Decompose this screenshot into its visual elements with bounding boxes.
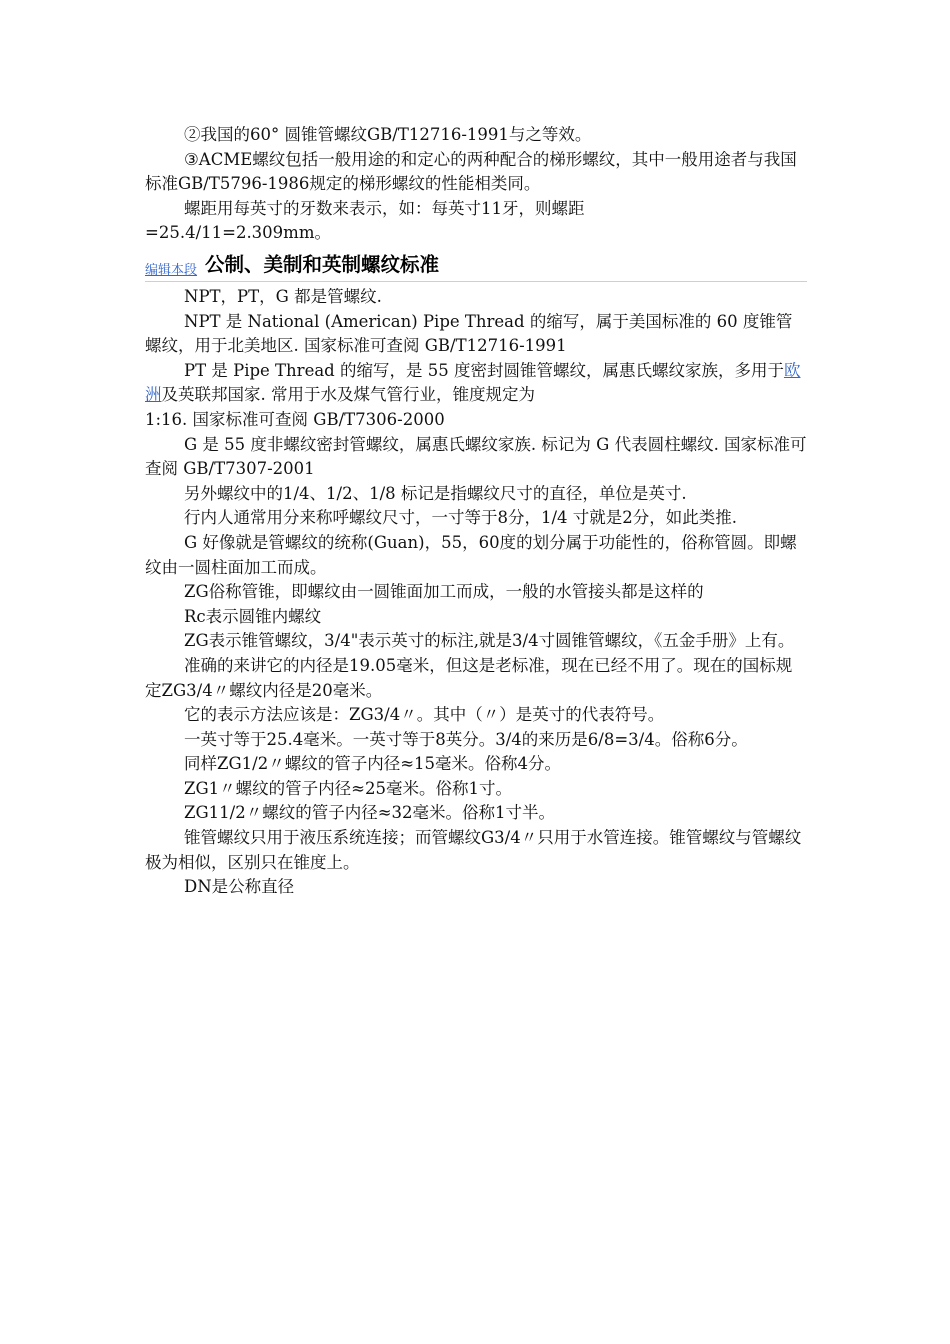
paragraph: 它的表示方法应该是：ZG3/4〃。其中（〃）是英寸的代表符号。 bbox=[184, 705, 665, 725]
paragraph: 1:16. 国家标准可查阅 GB/T7306-2000 bbox=[145, 409, 445, 429]
section-heading bbox=[145, 251, 807, 282]
paragraph: NPT 是 National (American) Pipe Thread 的缩写，属于美国标准的 60 度锥管螺纹，用于北美地区. 国家标准可查阅 GB/T12716-1991 bbox=[145, 311, 793, 356]
paragraph: ZG11/2〃螺纹的管子内径≈32毫米。俗称1寸半。 bbox=[184, 803, 556, 823]
edit-section-link[interactable]: 编辑本段 bbox=[145, 262, 198, 277]
europe-link[interactable]: 欧洲 bbox=[145, 360, 801, 405]
paragraph: ③ACME螺纹包括一般用途的和定心的两种配合的梯形螺纹，其中一般用途者与我国标准GB/T5796-1986规定的梯形螺纹的性能相类同。 bbox=[145, 149, 797, 194]
paragraph: 准确的来讲它的内径是19.05毫米，但这是老标准，现在已经不用了。现在的国标规定ZG3/4〃螺纹内径是20毫米。 bbox=[145, 655, 793, 700]
paragraph: G 是 55 度非螺纹密封管螺纹，属惠氏螺纹家族. 标记为 G 代表圆柱螺纹. 国家标准可查阅 GB/T7307-2001 bbox=[145, 434, 807, 479]
paragraph: Rc表示圆锥内螺纹 bbox=[184, 606, 322, 626]
paragraph: 螺距用每英寸的牙数来表示，如：每英寸11牙，则螺距 bbox=[184, 198, 585, 218]
section-body bbox=[145, 285, 807, 900]
text-span: PT 是 Pipe Thread 的缩写，是 55 度密封圆锥管螺纹，属惠氏螺纹家族，多用于 bbox=[184, 360, 784, 380]
paragraph: DN是公称直径 bbox=[184, 877, 295, 897]
paragraph bbox=[145, 359, 807, 408]
paragraph: 另外螺纹中的1/4、1/2、1/8 标记是指螺纹尺寸的直径，单位是英寸. bbox=[184, 483, 687, 503]
paragraph: 行内人通常用分来称呼螺纹尺寸，一寸等于8分，1/4 寸就是2分，如此类推. bbox=[184, 508, 738, 528]
paragraph: NPT，PT，G 都是管螺纹. bbox=[184, 287, 382, 306]
paragraph: 同样ZG1/2〃螺纹的管子内径≈15毫米。俗称4分。 bbox=[184, 754, 562, 774]
paragraph: ZG俗称管锥，即螺纹由一圆锥面加工而成，一般的水管接头都是这样的 bbox=[184, 582, 704, 602]
paragraph: ZG表示锥管螺纹，3/4"表示英寸的标注,就是3/4寸圆锥管螺纹，《五金手册》上有。 bbox=[184, 631, 795, 651]
paragraph: =25.4/11=2.309mm。 bbox=[145, 223, 331, 243]
paragraph: G 好像就是管螺纹的统称(Guan)，55，60度的划分属于功能性的，俗称管圆。即螺纹由一圆柱面加工而成。 bbox=[145, 532, 797, 577]
paragraph: ②我国的60° 圆锥管螺纹GB/T12716-1991与之等效。 bbox=[184, 125, 592, 144]
paragraph: 锥管螺纹只用于液压系统连接；而管螺纹G3/4〃只用于水管连接。锥管螺纹与管螺纹极为相似，区别只在锥度上。 bbox=[145, 828, 802, 872]
text-span: 及英联邦国家. 常用于水及煤气管行业，锥度规定为 bbox=[161, 385, 535, 405]
intro-block bbox=[145, 123, 807, 246]
section-title: 公制、美制和英制螺纹标准 bbox=[205, 253, 440, 276]
paragraph: 一英寸等于25.4毫米。一英寸等于8英分。3/4的来历是6/8=3/4。俗称6分。 bbox=[184, 729, 748, 749]
paragraph: ZG1〃螺纹的管子内径≈25毫米。俗称1寸。 bbox=[184, 778, 512, 798]
